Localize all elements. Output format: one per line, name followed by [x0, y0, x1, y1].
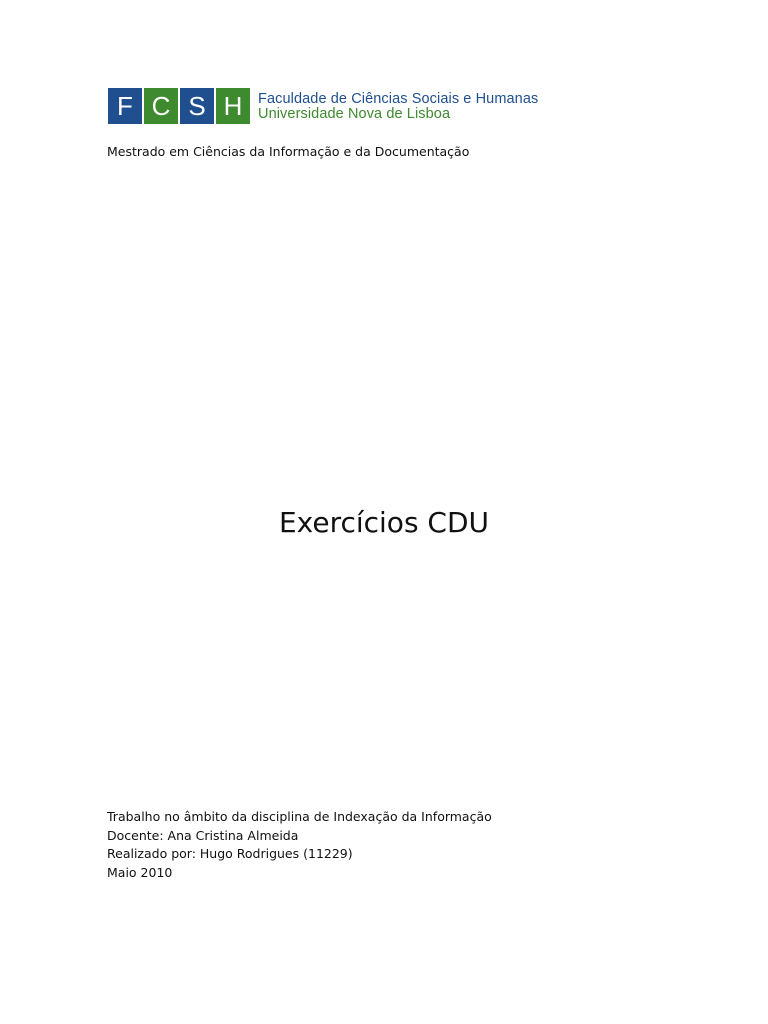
document-details — [107, 808, 492, 882]
author-line: Realizado por: Hugo Rodrigues (11229) — [107, 846, 353, 861]
logo-university-name: Universidade Nova de Lisboa — [258, 106, 451, 122]
logo-letter-c: C — [144, 88, 178, 124]
fcsh-logo — [108, 88, 538, 126]
teacher-line: Docente: Ana Cristina Almeida — [107, 827, 299, 843]
program-subtitle: Mestrado em Ciências da Informação e da Documentação — [107, 144, 470, 159]
logo-letter-h: H — [216, 88, 250, 124]
logo-letter-s: S — [180, 88, 214, 124]
course-line: Trabalho no âmbito da disciplina de Indexação da Informação — [107, 809, 492, 824]
logo-text — [258, 92, 538, 122]
logo-letter-f: F — [108, 88, 142, 124]
logo-letter-boxes — [108, 88, 252, 126]
document-title: Exercícios CDU — [278, 506, 490, 539]
logo-faculty-name: Faculdade de Ciências Sociais e Humanas — [258, 91, 539, 107]
date-line: Maio 2010 — [107, 864, 173, 880]
